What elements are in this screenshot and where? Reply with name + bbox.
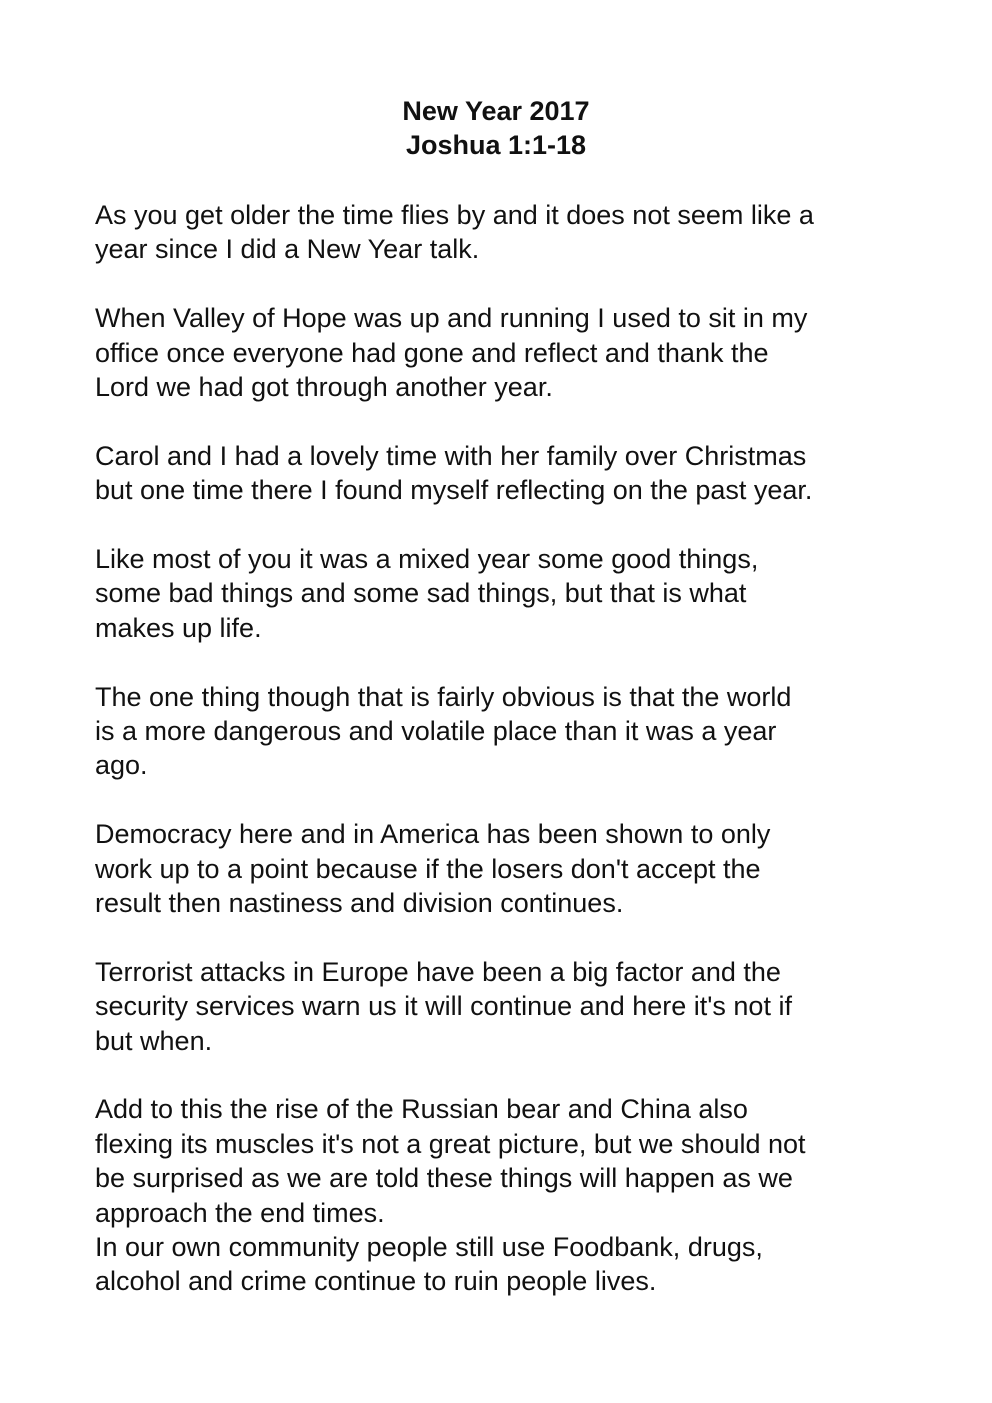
paragraph: Carol and I had a lovely time with her family over Christmas but one time there I found myself reflecting on the past year. — [95, 440, 813, 506]
paragraph: Democracy here and in America has been shown to only work up to a point because if the losers don't accept the result then nastiness and division continues. — [95, 819, 771, 919]
paragraph: As you get older the time flies by and it does not seem like a year since I did a New Year talk. — [95, 200, 814, 265]
paragraph: Terrorist attacks in Europe have been a big factor and the security services warn us it will continue and here it's not if but when. — [95, 956, 792, 1056]
paragraph: The one thing though that is fairly obvious is that the world is a more dangerous and volatile place than it was a year ago. — [95, 681, 792, 781]
document-title: New Year 2017 — [402, 96, 590, 126]
paragraph: Like most of you it was a mixed year some good things, some bad things and some sad things, but that is what makes up life. — [95, 544, 759, 643]
title-block — [0, 94, 992, 162]
paragraph: When Valley of Hope was up and running I used to sit in my office once everyone had gone and reflect and thank the Lord we had got through another year. — [95, 303, 808, 403]
paragraph: Add to this the rise of the Russian bear and China also flexing its muscles it's not a great picture, but we should not be surprised as we are told these things will happen as we approach the end times. — [95, 1094, 806, 1228]
document-body — [95, 198, 925, 1299]
paragraph: In our own community people still use Foodbank, drugs, alcohol and crime continue to ruin people lives. — [95, 1232, 763, 1297]
scripture-reference: Joshua 1:1-18 — [405, 130, 587, 160]
